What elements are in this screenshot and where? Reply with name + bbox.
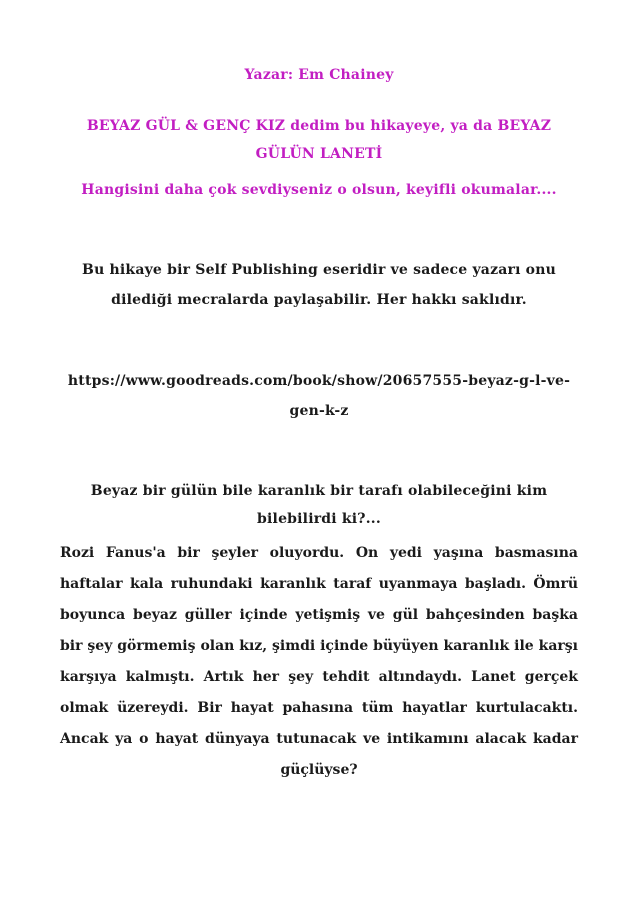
goodreads-link-line-1[interactable]: https://www.goodreads.com/book/show/20657555-beyaz-g-l-ve- <box>67 373 571 389</box>
synopsis-line: bir şey görmemiş olan kız, şimdi içinde büyüyen karanlık ile karşı <box>60 638 578 654</box>
copyright-line-1: Bu hikaye bir Self Publishing eseridir ve sadece yazarı onu <box>82 262 556 278</box>
synopsis-line: boyunca beyaz güller içinde yetişmiş ve gül bahçesinden başka <box>60 607 578 623</box>
copyright-line-2: dilediği mecralarda paylaşabilir. Her hakkı saklıdır. <box>111 292 527 308</box>
author-line: Yazar: Em Chainey <box>244 67 394 83</box>
synopsis-line: karşıya kalmıştı. Artık her şey tehdit altındaydı. Lanet gerçek <box>60 669 578 685</box>
synopsis-line: haftalar kala ruhundaki karanlık taraf uyanmaya başladı. Ömrü <box>60 576 578 592</box>
title-line-1: BEYAZ GÜL & GENÇ KIZ dedim bu hikayeye, ya da BEYAZ <box>86 118 552 134</box>
title-line-2: GÜLÜN LANETİ <box>255 146 383 162</box>
synopsis-line: Rozi Fanus'a bir şeyler oluyordu. On yedi yaşına basmasına <box>60 545 578 561</box>
goodreads-link-line-2[interactable]: gen-k-z <box>289 403 349 419</box>
tagline-line-1: Beyaz bir gülün bile karanlık bir tarafı olabileceğini kim <box>90 483 548 499</box>
synopsis-line: Ancak ya o hayat dünyaya tutunacak ve intikamını alacak kadar <box>60 731 578 747</box>
synopsis-line: güçlüyse? <box>280 762 358 778</box>
wish-line: Hangisini daha çok sevdiyseniz o olsun, keyifli okumalar.... <box>81 182 557 198</box>
tagline-line-2: bilebilirdi ki?... <box>257 511 381 527</box>
synopsis-line: olmak üzereydi. Bir hayat pahasına tüm hayatlar kurtulacaktı. <box>60 700 578 716</box>
